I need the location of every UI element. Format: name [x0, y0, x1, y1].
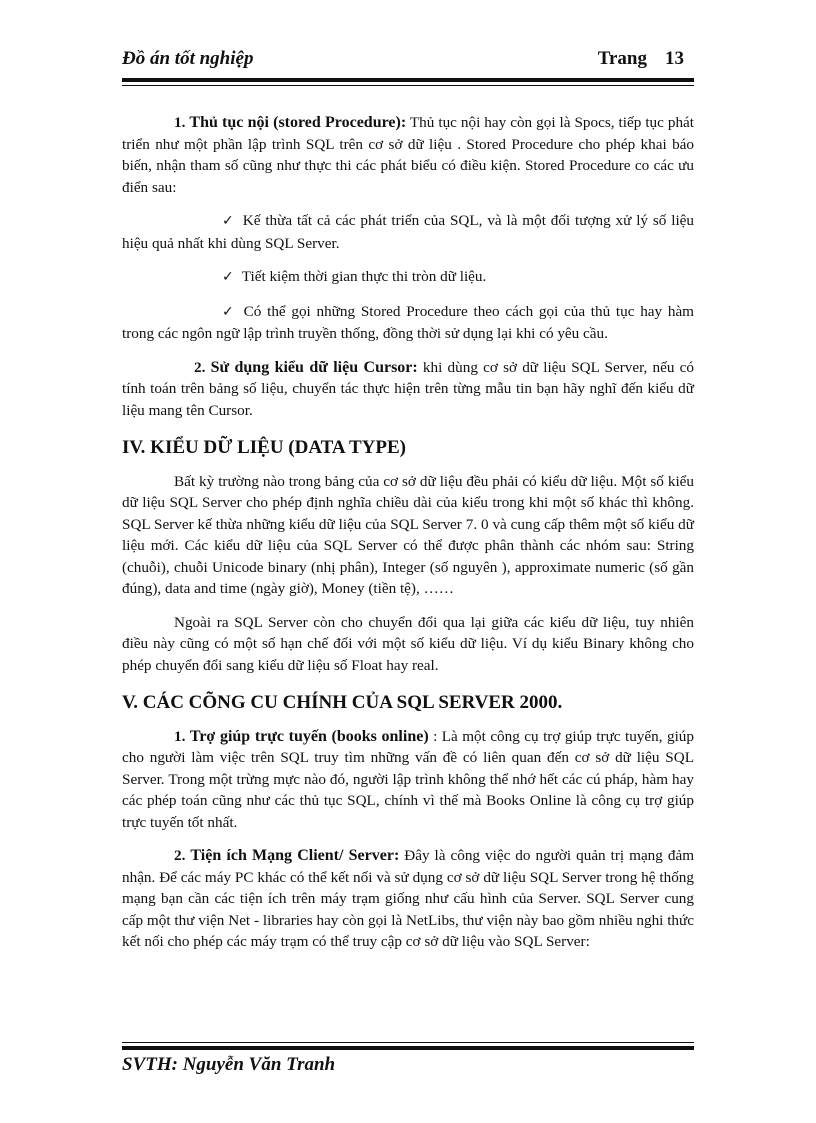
- section4-heading: IV. KIỂU DỮ LIỆU (DATA TYPE): [122, 437, 406, 458]
- page-header: [122, 48, 694, 74]
- s3-bullet-3-text: Có thể gọi những Stored Procedure theo cách gọi của thủ tục hay hàm trong các ngôn ngữ lập trình truyền thống, đồng thời sử dụng lại khi có yêu cầu.: [122, 302, 694, 342]
- s5-item1-text: : Là một công cụ trợ giúp trực tuyến, giúp cho người làm việc trên SQL truy tìm những vấn đề có liên quan đến cơ sở dữ liệu SQL Server. Trong một trừng mực nào đó, người lập trình không thể nhớ hết các cú pháp, hàm hay các phép toán cũng như các thủ tục SQL, chính vì thế mà Books Online là công cụ trợ giúp trực tuyến tốt nhất.: [122, 727, 694, 831]
- s3-bullet-2: [122, 266, 694, 289]
- footer-rule-thick: [122, 1046, 694, 1050]
- page-indicator: [598, 48, 684, 70]
- s3-item1-text: Thủ tục nội hay còn gọi là Spocs, tiếp tục phát triển như một phần lập trình SQL trên cơ sở dữ liệu . Stored Procedure cho phép khai báo biến, nhận tham số cũng như thực thi các phát biểu có điều kiện. Stored Procedure co các ưu điển sau:: [122, 114, 695, 196]
- section5-heading: V. CÁC CÕNG CU CHÍNH CỦA SQL SERVER 2000.: [122, 692, 563, 713]
- s3-bullet-1: [122, 210, 694, 254]
- page-label: Trang: [597, 48, 647, 69]
- s3-bullet-1-text: Kế thừa tất cả các phát triển của SQL, và là một đối tượng xử lý số liệu hiệu quả nhất khi dùng SQL Server.: [122, 212, 694, 252]
- s3-bullet-3: [122, 301, 694, 345]
- s3-item2-term: Sử dụng kiểu dữ liệu Cursor:: [210, 358, 418, 376]
- s3-item1-number: 1.: [174, 114, 186, 131]
- page-body: [122, 112, 694, 953]
- s5-item1-number: 1.: [174, 727, 186, 745]
- s3-item2-text: khi dùng cơ sở dữ liệu SQL Server, nếu có tính toán trên bảng số liệu, chuyển tác thực hiện trên từng mẫu tin bạn hãy nghĩ đến kiểu dữ liệu mang tên Cursor.: [122, 358, 695, 419]
- s5-item1-term: Trợ giúp trực tuyến (books online): [189, 727, 429, 745]
- s4-paragraph-2: Ngoài ra SQL Server còn cho chuyển đổi qua lại giữa các kiểu dữ liệu, tuy nhiên điều này cũng có một số hạn chế đối với một số kiểu dữ liệu. Ví dụ kiểu Binary không cho phép chuyển đổi sang kiểu dữ liệu số Float hay real.: [122, 613, 694, 674]
- page-number: 13: [665, 48, 684, 69]
- check-icon: ✓: [222, 303, 236, 320]
- footer-rule-thin: [122, 1042, 694, 1043]
- s5-item2-number: 2.: [174, 847, 186, 864]
- check-icon: ✓: [222, 213, 235, 229]
- check-icon: ✓: [222, 269, 234, 285]
- s3-item1-paragraph: [122, 112, 694, 198]
- s5-item2-text: Đây là công việc do người quản trị mạng đảm nhận. Để các máy PC khác có thể kết nối và sử dụng cơ sở dữ liệu SQL Server trong hệ thống mạng bạn cần các tiện ích trên máy trạm giống như cấu hình của Server. SQL Server cung cấp một thư viện Net - libraries hay còn gọi là NetLibs, thư viện này bao gồm nhiều nghi thức kết nối cho phép các máy trạm có thể truy cập cơ sở dữ liệu vào SQL Server:: [122, 847, 695, 950]
- document-title: Đồ án tốt nghiệp: [122, 48, 254, 69]
- s5-item1-paragraph: [122, 726, 694, 834]
- s3-item2-paragraph: [122, 357, 694, 422]
- s3-item2-number: 2.: [194, 358, 206, 376]
- s5-item2-paragraph: [122, 845, 694, 953]
- s5-item2-term: Tiện ích Mạng Client/ Server:: [190, 847, 400, 864]
- header-rule-thick: [122, 78, 694, 82]
- s3-item1-term: Thủ tục nội (stored Procedure):: [189, 114, 407, 131]
- footer-author: SVTH: Nguyễn Văn Tranh: [122, 1054, 336, 1075]
- s4-paragraph-1: Bất kỳ trường nào trong bảng của cơ sở dữ liệu đều phải có kiểu dữ liệu. Một số kiểu dữ liệu SQL Server cho phép định nghĩa chiều dài của kiểu trong khi một số khác thì không. SQL Server kế thừa những kiểu dữ liệu của SQL Server 7. 0 và cung cấp thêm một số kiểu dữ liệu mới. Các kiểu dữ liệu của SQL Server có thể được phân thành các nhóm sau: String (chuỗi), chuỗi Unicode binary (nhị phân), Integer (số nguyên ), approximate numeric (số gần đúng), data and time (ngày giờ), Money (tiền tệ), ……: [122, 472, 694, 597]
- s3-bullet-2-text: Tiết kiệm thời gian thực thi tròn dữ liệu.: [241, 268, 487, 285]
- header-rule-thin: [122, 85, 694, 86]
